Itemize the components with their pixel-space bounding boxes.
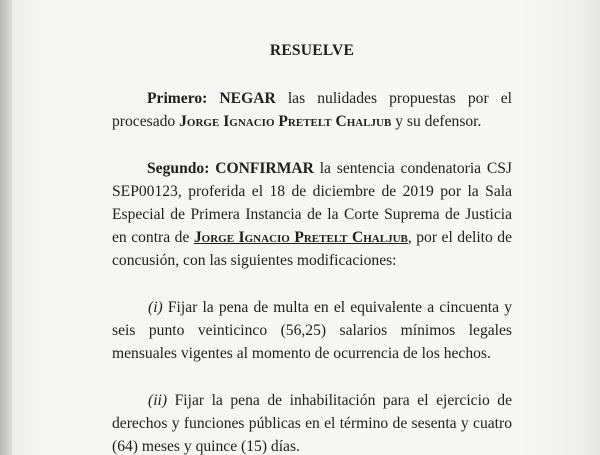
heading-resuelve: RESUELVE	[269, 42, 355, 59]
marker-ii: (ii)	[148, 392, 168, 409]
verb-negar: NEGAR	[219, 90, 276, 107]
modification-ii	[112, 389, 512, 455]
primero-text-a: las nulidades propuestas por el procesado	[112, 90, 512, 130]
segundo-text-b: , por el delito de concusión, con las siguientes modificaciones:	[112, 229, 512, 269]
verb-confirmar: CONFIRMAR	[215, 160, 314, 177]
modification-ii-text: Fijar la pena de inhabilitación para el ejercicio de derechos y funciones públicas en el término de sesenta y cuatro (64) meses y quince (15) días.	[112, 392, 512, 455]
modification-i	[112, 296, 512, 365]
defendant-name-underlined: Jorge Ignacio Pretelt Chaljub	[193, 229, 408, 246]
paragraph-primero	[112, 87, 512, 133]
page-fold-shadow	[0, 0, 12, 455]
label-primero: Primero:	[147, 90, 208, 107]
marker-i: (i)	[148, 299, 163, 316]
defendant-name: Jorge Ignacio Pretelt Chaljub	[179, 113, 392, 130]
primero-text-b: y su defensor.	[391, 113, 482, 130]
label-segundo: Segundo:	[147, 160, 210, 177]
resolution-text	[112, 22, 512, 455]
paragraph-segundo	[112, 157, 512, 272]
modification-i-text: Fijar la pena de multa en el equivalente a cincuenta y seis punto veinticinco (56,25) salarios mínimos legales mensuales vigentes al momento de ocurrencia de los hechos.	[112, 299, 512, 362]
segundo-text-a: la sentencia condenatoria CSJ SEP00123, proferida el 18 de diciembre de 2019 por la Sala Especial de Primera Instancia de la Corte Suprema de Justicia en contra de	[112, 160, 512, 246]
